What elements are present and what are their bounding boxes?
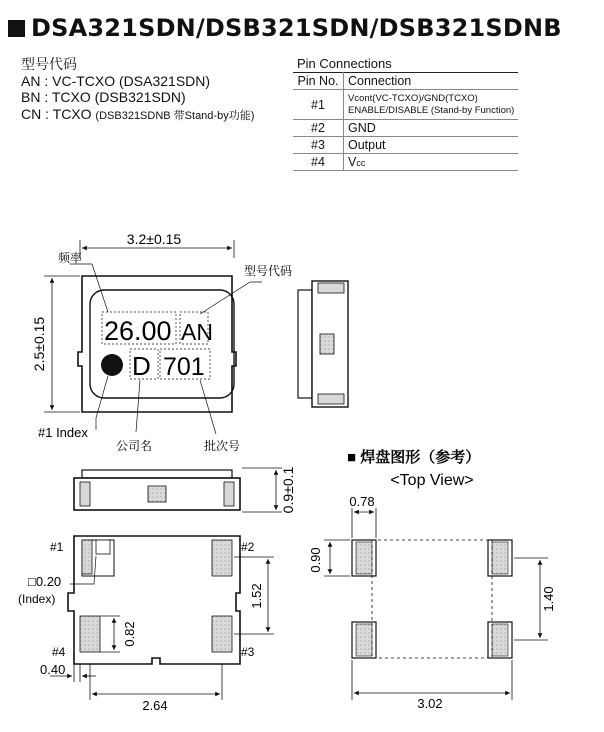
bottom-pin2-label: #2 — [241, 540, 255, 554]
land-pad-height-dimension: 0.90 — [308, 547, 323, 573]
pin-number: #4 — [293, 154, 344, 171]
bottom-edge-dimension: 0.40 — [40, 662, 66, 677]
pin-table-caption: Pin Connections — [297, 56, 392, 71]
pin-number: #2 — [293, 120, 344, 137]
bottom-pin1-label: #1 — [50, 540, 64, 554]
index-dimension: □0.20 — [28, 574, 62, 589]
model-code-an: AN : VC-TCXO (DSA321SDN) — [21, 72, 211, 89]
bottom-pitch-h-dimension: 2.64 — [142, 698, 168, 713]
side-view-right — [298, 281, 348, 407]
top-width-dimension: 3.2±0.15 — [126, 231, 182, 247]
land-total-width-dimension: 3.02 — [417, 696, 443, 711]
pin-table-header-pin: Pin No. — [293, 73, 344, 90]
model-code-heading: 型号代码 — [21, 56, 77, 72]
land-pattern-subtitle: <Top View> — [390, 472, 474, 489]
bottom-pad-h-dimension: 0.82 — [122, 621, 137, 647]
vcc-sub: cc — [356, 158, 366, 168]
land-pattern — [324, 508, 548, 700]
label-lot: 批次号 — [204, 439, 241, 453]
pin1-line2: ENABLE/DISABLE (Stand-by Function) — [348, 104, 515, 116]
marking-lot: 701 — [163, 353, 205, 381]
label-index: #1 Index — [38, 425, 88, 440]
land-pad-width-dimension: 0.78 — [349, 494, 375, 509]
marking-frequency: 26.00 — [104, 316, 172, 346]
pin-number: #3 — [293, 137, 344, 154]
index-dot-icon — [101, 354, 123, 376]
bottom-view — [50, 536, 274, 700]
pin-table-header-connection: Connection — [344, 73, 519, 90]
model-code-cn-prefix: CN : TCXO — [21, 105, 92, 122]
bottom-pin4-label: #4 — [52, 645, 66, 659]
label-company: 公司名 — [116, 439, 153, 453]
marking-company: D — [132, 351, 151, 381]
model-code-bn: BN : TCXO (DSB321SDN) — [21, 89, 186, 105]
pin1-line1: Vcont(VC-TCXO)/GND(TCXO) — [348, 92, 478, 104]
label-model-code: 型号代码 — [244, 264, 293, 278]
marking-model-code: AN — [181, 319, 213, 345]
side-view-front — [74, 468, 282, 512]
side-height-dimension: 0.9±0.1 — [280, 466, 296, 514]
title-text: DSA321SDN/DSB321SDN/DSB321SDNB — [31, 14, 562, 42]
pin-connection: GND — [344, 120, 519, 137]
bottom-pin3-label: #3 — [241, 645, 255, 659]
land-pattern-title: ■ 焊盘图形（参考） — [347, 449, 481, 466]
model-code-cn-note: (DSB321SDNB 带Stand-by功能) — [95, 109, 255, 122]
vcc-main: V — [348, 155, 357, 169]
land-pitch-v-dimension: 1.40 — [541, 586, 556, 612]
pin-number: #1 — [293, 90, 344, 120]
top-height-dimension: 2.5±0.15 — [31, 316, 47, 372]
pin-connection: Output — [344, 137, 519, 154]
bottom-pitch-v-dimension: 1.52 — [249, 583, 264, 609]
label-frequency: 频率 — [58, 251, 83, 265]
index-label: (Index) — [18, 592, 56, 606]
